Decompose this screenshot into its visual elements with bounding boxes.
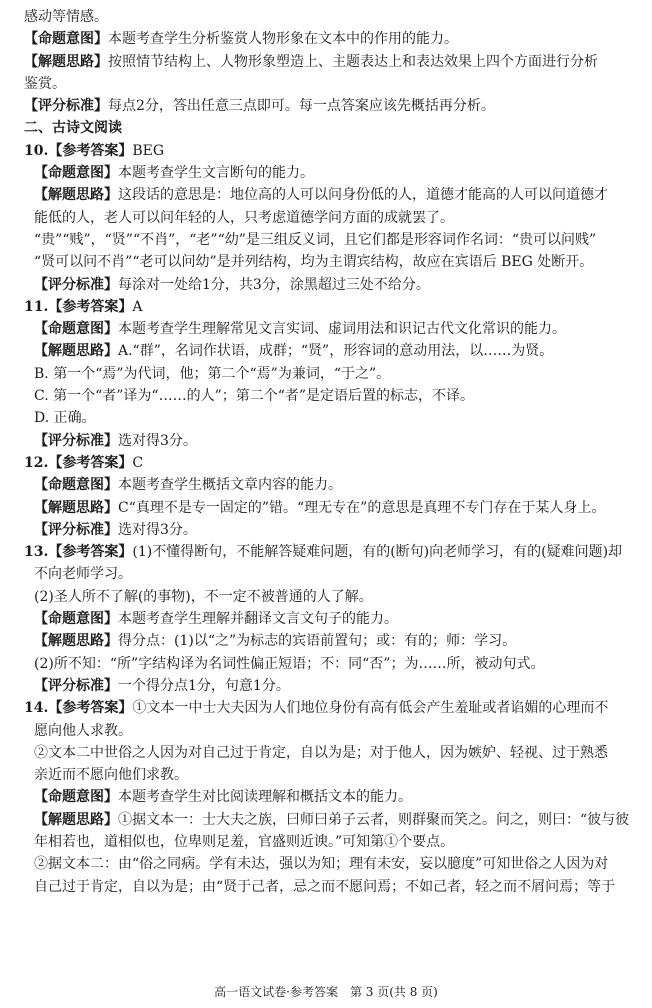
line-text: (1)不懂得断句，不能解答疑难问题，有的(断句)向老师学习，有的(疑难问题)却 [132,544,623,561]
line-text: 本题考查学生分析鉴赏人物形象在文本中的作用的能力。 [108,31,458,48]
line-text: A.“群”，名词作状语，成群；“贤”，形容词的意动用法，以……为贤。 [118,343,554,360]
text-line [24,720,630,742]
text-line [24,51,630,73]
text-line [24,385,630,407]
text-line [24,474,630,496]
section-label: 【参考答案】 [48,298,133,315]
text-line [24,117,630,139]
section-label: 【参考答案】 [48,700,133,717]
text-line [24,608,630,630]
text-line [24,229,630,251]
line-text: 鉴赏。 [24,75,66,92]
text-line [24,318,630,340]
line-text: ①文本一中士大夫因为人们地位身份有高有低会产生羞耻或者谄媚的心理而不 [132,700,609,717]
section-label: 【解题思路】 [34,633,118,650]
section-label: 【参考答案】 [48,454,133,471]
text-line [24,73,630,95]
text-line [24,28,630,50]
line-text: 年相若也，道相似也，位卑则足羞，官盛则近谀。”可知第①个要点。 [34,833,455,850]
line-text: B. 第一个“焉”为代词，他；第二个“焉”为兼词，“于之”。 [34,365,391,382]
document-body [24,6,630,898]
line-text: 选对得3分。 [118,432,197,449]
question-number: 10. [24,142,49,159]
line-text: 亲近而不愿向他们求教。 [34,767,188,784]
line-text: 一个得分点1分，句意1分。 [118,677,290,694]
line-text: 本题考查学生文言断句的能力。 [118,165,314,182]
text-line [24,340,630,362]
text-line [24,207,630,229]
text-line [24,675,630,697]
text-line [24,831,630,853]
section-label: 【解题思路】 [34,499,118,516]
text-line [24,162,630,184]
text-line [24,184,630,206]
text-line [24,251,630,273]
line-text: 本题考查学生概括文章内容的能力。 [118,477,342,494]
line-text: 每涂对一处给1分，共3分，涂黑超过三处不给分。 [118,276,430,293]
text-line [24,742,630,764]
section-label: 【命题意图】 [34,321,118,338]
question-number: 13. [24,544,49,561]
text-line [24,876,630,898]
section-label: 【命题意图】 [34,789,118,806]
question-number: 11. [24,298,49,315]
section-label: 【解题思路】 [34,343,118,360]
text-line [24,274,630,296]
section-label: 【解题思路】 [34,187,118,204]
line-text: 这段话的意思是：地位高的人可以问身份低的人，道德才能高的人可以问道德才 [118,187,608,204]
section-label: 【评分标准】 [34,276,118,293]
line-text: 选对得3分。 [118,521,197,538]
line-text: C. 第一个“者”译为“……的人”；第二个“者”是定语后置的标志，不译。 [34,388,475,405]
text-line [24,563,630,585]
line-text: 本题考查学生对比阅读理解和概括文本的能力。 [118,789,412,806]
line-text: 本题考查学生理解常见文言实词、虚词用法和识记古代文化常识的能力。 [118,321,566,338]
page-footer: 高一语文试卷·参考答案 第 3 页(共 8 页) [214,985,438,999]
text-line [24,786,630,808]
text-line [24,296,630,318]
text-line [24,497,630,519]
text-line [24,809,630,831]
section-label: 【评分标准】 [34,521,118,538]
section-label: 【评分标准】 [34,677,118,694]
line-text: ②文本二中世俗之人因为对自己过于肯定，自以为是；对于他人，因为嫉妒、轻视、过于熟悉 [34,744,608,761]
section-label: 【解题思路】 [34,811,118,828]
text-line [24,586,630,608]
line-text: 按照情节结构上、人物形象塑造上、主题表达上和表达效果上四个方面进行分析 [108,53,598,70]
line-text: 本题考查学生理解并翻译文言文句子的能力。 [118,611,398,628]
section-label: 【参考答案】 [48,544,133,561]
line-text: 得分点：(1)以“之”为标志的宾语前置句；或：有的；师：学习。 [118,633,517,650]
line-text: (2)所不知：“所”字结构译为名词性偏正短语；不：同“否”；为……所，被动句式。 [34,655,545,672]
section-label: 【命题意图】 [34,477,118,494]
section-label: 【参考答案】 [48,142,133,159]
line-text: C“真理不是专一固定的”错。“理无专在”的意思是真理不专门存在于某人身上。 [118,499,606,516]
question-number: 14. [24,700,49,717]
line-text: C [132,454,144,471]
text-line [24,653,630,675]
line-text: (2)圣人所不了解(的事物)，不一定不被普通的人了解。 [34,588,373,605]
text-line [24,519,630,541]
text-line [24,697,630,719]
text-line [24,430,630,452]
line-text: 感动等情感。 [24,9,108,25]
section-label: 【解题思路】 [24,53,108,70]
line-text: “贤可以问不肖”“老可以问幼”是并列结构，均为主谓宾结构，故应在宾语后 BEG 处断开。 [34,254,594,271]
line-text: 愿向他人求教。 [34,722,132,739]
text-line [24,95,630,117]
text-line [24,452,630,474]
section-label: 【评分标准】 [34,432,118,449]
line-text: ②据文本二：由“俗之同病。学有未达，强以为知；理有未安，妄以臆度”可知世俗之人因为对 [34,856,609,873]
line-text: 自己过于肯定，自以为是；由“贤于己者，忌之而不愿问焉；不如己者，轻之而不屑问焉；等于 [34,878,616,895]
text-line [24,363,630,385]
text-line [24,140,630,162]
line-text: 能低的人，老人可以问年轻的人，只考虑道德学问方面的成就罢了。 [34,209,454,226]
text-line [24,407,630,429]
text-line [24,541,630,563]
line-text: A [132,298,143,315]
section-label: 【命题意图】 [34,165,118,182]
section-label: 【命题意图】 [24,31,108,48]
question-number: 12. [24,454,49,471]
section-label: 【评分标准】 [24,98,108,115]
line-text: D. 正确。 [34,410,96,427]
text-line [24,6,630,28]
text-line [24,630,630,652]
text-line [24,853,630,875]
text-line [24,764,630,786]
line-text: “贵”“贱”，“贤”“不肖”，“老”“幼”是三组反义词，且它们都是形容词作名词：“贵可以问贱” [34,231,597,248]
line-text: BEG [132,142,165,159]
section-label: 二、古诗文阅读 [24,120,122,137]
line-text: 每点2分，答出任意三点即可。每一点答案应该先概括再分析。 [108,98,495,115]
line-text: 不向老师学习。 [34,566,132,583]
line-text: ①据文本一：士大夫之族，曰师曰弟子云者，则群聚而笑之。问之，则曰：“彼与彼 [118,811,630,828]
section-label: 【命题意图】 [34,611,118,628]
